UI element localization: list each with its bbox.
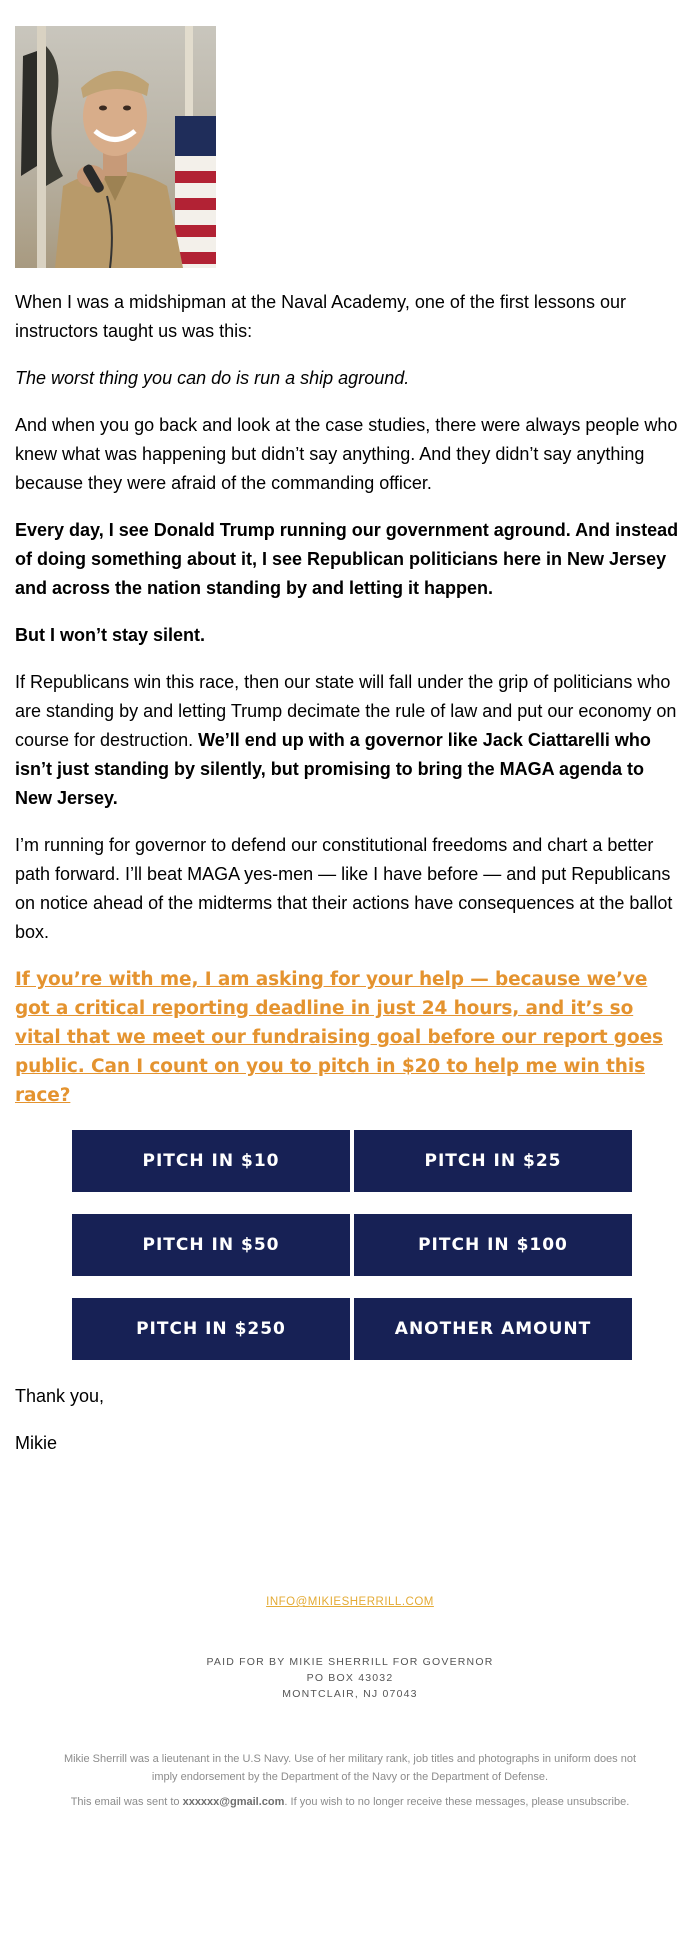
contact-email-link[interactable]: INFO@MIKIESHERRILL.COM <box>266 1596 434 1608</box>
city-line: MONTCLAIR, NJ 07043 <box>282 1688 418 1700</box>
donation-button-grid <box>72 1130 632 1360</box>
paragraph-4: Every day, I see Donald Trump running our government aground. And instead of doing something about it, I see Republican politicians here in New Jersey and across the nation standing by and letting it happen. <box>15 520 679 598</box>
paragraph-6-plain: If Republicans win this race, then our state will fall under the grip of politicians who are standing by and letting Trump decimate the rule of law and put our economy on course for destruction. <box>15 672 677 750</box>
military-disclaimer: Mikie Sherrill was a lieutenant in the U.S Navy. Use of her military rank, job titles and photographs in uniform does not imply endorsement by the Department of the Navy or the Department of Defense. <box>63 1753 637 1783</box>
paragraph-7: I’m running for governor to defend our constitutional freedoms and chart a better path forward. I’ll beat MAGA yes-men — like I have before — and put Republicans on notice ahead of the midterms that their actions have consequences at the ballot box. <box>15 835 673 942</box>
pitch-in-10-button[interactable]: PITCH IN $10 <box>72 1130 350 1192</box>
pitch-in-50-button[interactable]: PITCH IN $50 <box>72 1214 350 1276</box>
pitch-in-250-button[interactable]: PITCH IN $250 <box>72 1298 350 1360</box>
paragraph-6 <box>15 668 685 813</box>
pitch-in-100-button[interactable]: PITCH IN $100 <box>354 1214 632 1276</box>
email-body <box>15 26 685 1476</box>
paragraph-1: When I was a midshipman at the Naval Academy, one of the first lessons our instructors taught us was this: <box>15 292 626 341</box>
paid-for-line: PAID FOR BY MIKIE SHERRILL FOR GOVERNOR <box>206 1656 494 1668</box>
candidate-photo <box>15 26 216 268</box>
paragraph-3: And when you go back and look at the case studies, there were always people who knew what was happening but didn’t say anything. And they didn’t say anything because they were afraid of the commanding officer. <box>15 415 678 493</box>
sent-prefix: This email was sent to <box>70 1796 183 1808</box>
po-box-line: PO BOX 43032 <box>306 1672 394 1684</box>
thanks-text: Thank you, <box>15 1386 105 1406</box>
sent-to-notice <box>0 1793 700 1811</box>
pitch-in-25-button[interactable]: PITCH IN $25 <box>354 1130 632 1192</box>
paragraph-2: The worst thing you can do is run a ship aground. <box>15 368 410 388</box>
signature-name: Mikie <box>15 1433 58 1453</box>
donate-cta-link[interactable]: If you’re with me, I am asking for your help — because we’ve got a critical reporting deadline in just 24 hours, and it’s so vital that we meet our fundraising goal before our report goes public. Can I count on you to pitch in $20 to help me win this race? <box>15 969 663 1106</box>
unsubscribe-text[interactable]: . If you wish to no longer receive these messages, please unsubscribe. <box>284 1796 630 1808</box>
button-row <box>72 1298 632 1360</box>
paragraph-5: But I won’t stay silent. <box>15 625 206 645</box>
button-row <box>72 1130 632 1192</box>
button-row <box>72 1214 632 1276</box>
recipient-email: xxxxxx@gmail.com <box>182 1796 285 1808</box>
paid-for-block <box>0 1654 700 1702</box>
paragraph-6-bold: We’ll end up with a governor like Jack Ciattarelli who isn’t just standing by silently, but promising to bring the MAGA agenda to New Jersey. <box>15 730 651 808</box>
candidate-photo-illustration <box>15 26 216 268</box>
another-amount-button[interactable]: ANOTHER AMOUNT <box>354 1298 632 1360</box>
